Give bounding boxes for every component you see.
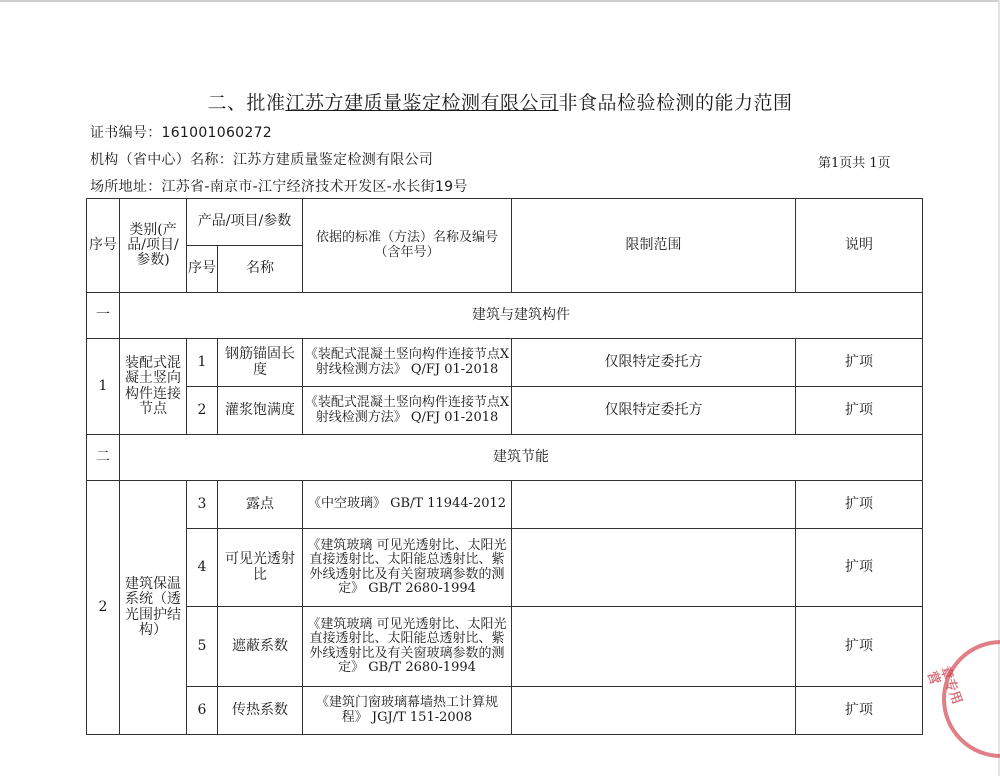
header-standard: 依据的标准（方法）名称及编号（含年号） [303, 199, 512, 293]
header-note: 说明 [796, 199, 923, 293]
item-name: 灌浆饱满度 [218, 387, 303, 435]
item-no: 1 [187, 339, 218, 387]
table-row [87, 687, 923, 735]
section-title: 建筑与建筑构件 [120, 293, 923, 339]
section-row [87, 435, 923, 481]
header-product-group: 产品/项目/参数 [187, 199, 303, 246]
item-note: 扩项 [796, 339, 923, 387]
title-suffix: 非食品检验检测的能力范围 [558, 92, 793, 114]
addr-value: 江苏省-南京市-江宁经济技术开发区-水长街19号 [161, 179, 468, 195]
table-row [87, 607, 923, 687]
title-prefix: 二、批准 [207, 92, 286, 114]
item-note: 扩项 [796, 481, 923, 529]
header-category: 类别(产品/项目/参数) [120, 199, 187, 293]
item-standard: 《建筑玻璃 可见光透射比、太阳光直接透射比、太阳能总透射比、紫外线透射比及有关窗玻璃参数的测定》 GB/T 2680-1994 [303, 607, 512, 687]
item-name: 露点 [218, 481, 303, 529]
item-name: 遮蔽系数 [218, 607, 303, 687]
item-no: 2 [187, 387, 218, 435]
item-name: 钢筋锚固长度 [218, 339, 303, 387]
title-org: 江苏方建质量鉴定检测有限公司 [285, 92, 559, 114]
org-label: 机构（省中心）名称： [90, 152, 233, 168]
item-no: 3 [187, 481, 218, 529]
section-title: 建筑节能 [120, 435, 923, 481]
cert-label: 证书编号： [90, 125, 162, 141]
group-category: 建筑保温系统（透光围护结构） [120, 481, 187, 735]
item-note: 扩项 [796, 687, 923, 735]
item-standard: 《装配式混凝土竖向构件连接节点X射线检测方法》 Q/FJ 01-2018 [303, 387, 512, 435]
site-address [90, 176, 468, 196]
group-seq: 2 [87, 481, 120, 735]
table-header-row [87, 199, 923, 246]
item-limit [512, 529, 796, 607]
organization-name [90, 149, 433, 169]
header-seq: 序号 [87, 199, 120, 293]
item-limit [512, 481, 796, 529]
item-limit [512, 687, 796, 735]
item-no: 6 [187, 687, 218, 735]
item-standard: 《建筑门窗玻璃幕墙热工计算规程》 JGJ/T 151-2008 [303, 687, 512, 735]
certificate-number [90, 122, 272, 142]
document-title [0, 88, 1000, 115]
table-row [87, 481, 923, 529]
section-seq: 二 [87, 435, 120, 481]
addr-label: 场所地址： [90, 179, 162, 195]
group-category: 装配式混凝土竖向构件连接节点 [120, 339, 187, 435]
seal-text: 章专用营 [924, 664, 965, 707]
item-note: 扩项 [796, 387, 923, 435]
item-standard: 《装配式混凝土竖向构件连接节点X射线检测方法》 Q/FJ 01-2018 [303, 339, 512, 387]
org-value: 江苏方建质量鉴定检测有限公司 [233, 152, 434, 168]
item-limit: 仅限特定委托方 [512, 387, 796, 435]
section-row [87, 293, 923, 339]
item-standard: 《中空玻璃》 GB/T 11944-2012 [303, 481, 512, 529]
item-limit [512, 607, 796, 687]
item-no: 5 [187, 607, 218, 687]
capability-scope-table [86, 198, 923, 735]
cert-value: 161001060272 [161, 125, 272, 141]
table-row [87, 387, 923, 435]
item-limit: 仅限特定委托方 [512, 339, 796, 387]
item-note: 扩项 [796, 529, 923, 607]
section-seq: 一 [87, 293, 120, 339]
group-seq: 1 [87, 339, 120, 435]
item-name: 传热系数 [218, 687, 303, 735]
header-item-seq: 序号 [187, 246, 218, 293]
page-count: 第1页共 1页 [818, 156, 891, 171]
header-item-name: 名称 [218, 246, 303, 293]
item-no: 4 [187, 529, 218, 607]
header-limit: 限制范围 [512, 199, 796, 293]
table-row [87, 339, 923, 387]
item-name: 可见光透射比 [218, 529, 303, 607]
scan-edge [0, 0, 1000, 2]
item-standard: 《建筑玻璃 可见光透射比、太阳光直接透射比、太阳能总透射比、紫外线透射比及有关窗玻璃参数的测定》 GB/T 2680-1994 [303, 529, 512, 607]
table-row [87, 529, 923, 607]
item-note: 扩项 [796, 607, 923, 687]
